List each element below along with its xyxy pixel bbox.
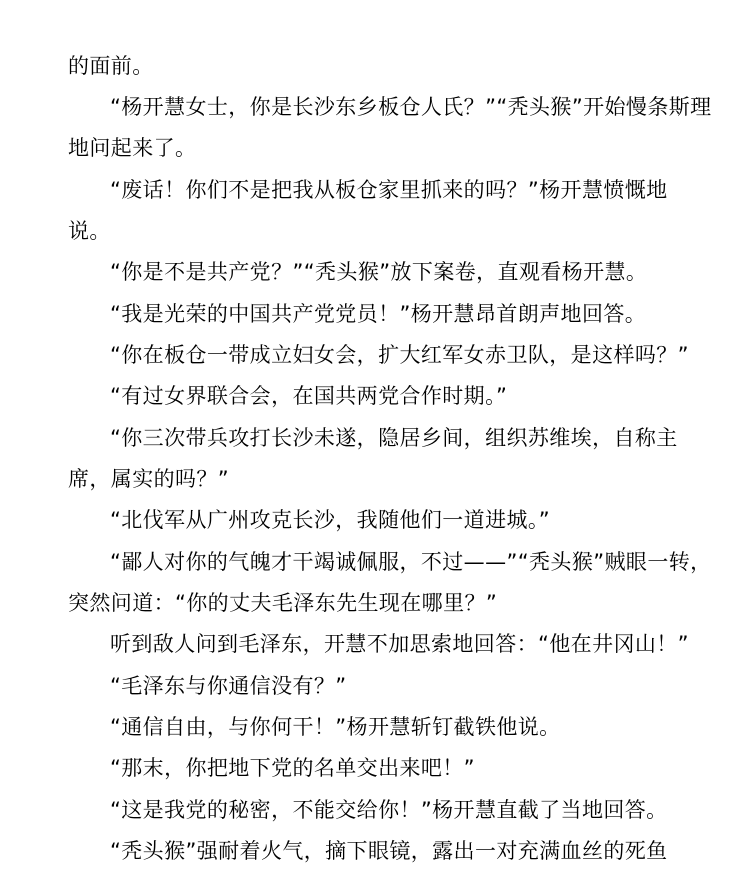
- text-line: 地问起来了。: [68, 136, 197, 160]
- text-line: 突然问道：“你的丈夫毛泽东先生现在哪里？”: [68, 591, 498, 615]
- text-line: “秃头猴”强耐着火气，摘下眼镜，露出一对充满血丝的死鱼: [110, 839, 668, 863]
- text-line: 听到敌人问到毛泽东，开慧不加思索地回答：“他在井冈山！”: [110, 632, 689, 656]
- text-line: “通信自由，与你何干！”杨开慧斩钉截铁他说。: [110, 715, 561, 739]
- text-line: 席，属实的吗？”: [68, 467, 230, 491]
- text-line: “你是不是共产党？”“秃头猴”放下案卷，直观看杨开慧。: [110, 260, 648, 284]
- text-line: “这是我党的秘密，不能交给你！”杨开慧直截了当地回答。: [110, 798, 668, 822]
- text-line: “毛泽东与你通信没有？”: [110, 674, 347, 698]
- text-line: “那末，你把地下党的名单交出来吧！”: [110, 756, 475, 780]
- text-line: “我是光荣的中国共产党党员！”杨开慧昂首朗声地回答。: [110, 302, 647, 326]
- text-line: “你在板仓一带成立妇女会，扩大红军女赤卫队，是这样吗？”: [110, 343, 689, 367]
- text-line: “有过女界联合会，在国共两党合作时期。”: [110, 384, 508, 408]
- text-line: “你三次带兵攻打长沙未遂，隐居乡间，组织苏维埃，自称主: [110, 426, 678, 450]
- text-line: “北伐军从广州攻克长沙，我随他们一道进城。”: [110, 508, 551, 532]
- text-line: “废话！你们不是把我从板仓家里抓来的吗？”杨开慧愤慨地: [110, 178, 668, 202]
- text-line: “鄙人对你的气魄才干竭诚佩服，不过——”“秃头猴”贼眼一转，: [110, 550, 712, 574]
- text-line: 的面前。: [68, 54, 154, 78]
- text-line: 说。: [68, 219, 111, 243]
- text-line: “杨开慧女士，你是长沙东乡板仓人氏？”“秃头猴”开始慢条斯理: [110, 95, 712, 119]
